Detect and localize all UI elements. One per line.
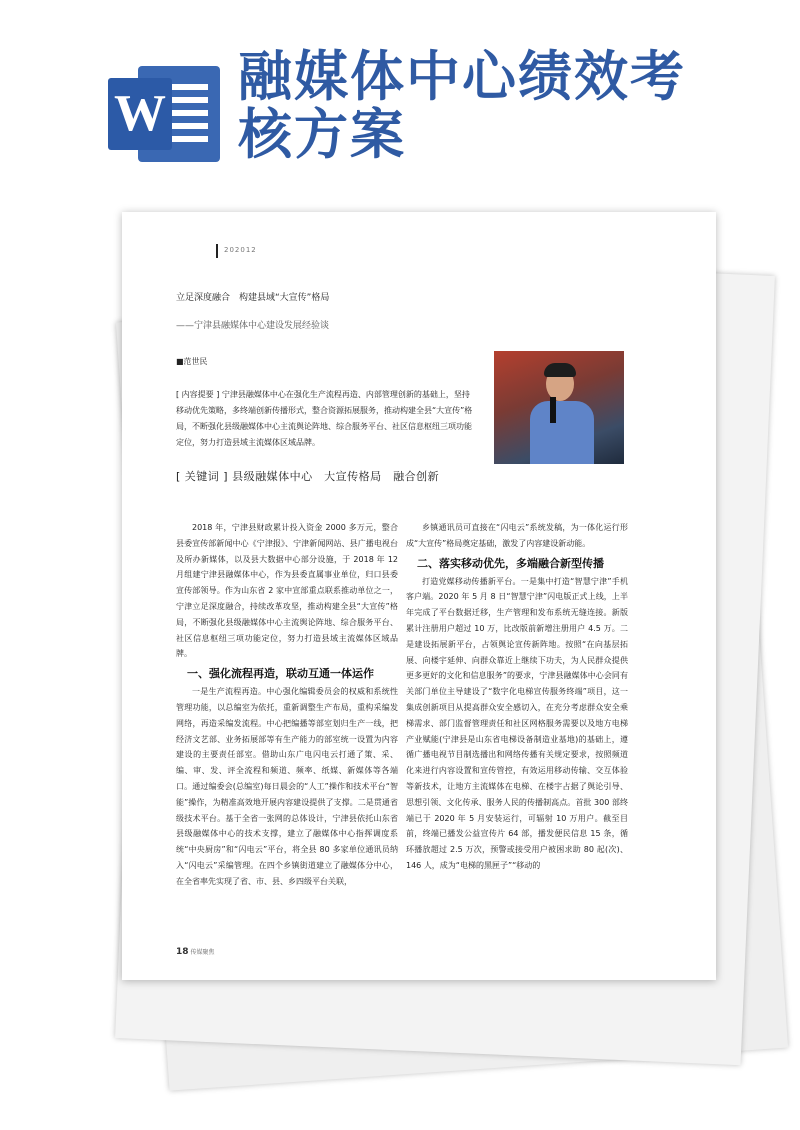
document-title: 融媒体中心绩效考核方案 [238,45,686,166]
word-icon-lines [170,84,208,149]
word-document-icon [108,58,220,166]
paragraph: 2018 年，宁津县财政累计投入资金 2000 多万元，整合县委宣传部新闻中心《宁津报》、宁津新闻网站、县广播电视台及所办新媒体，以及县大数据中心部分设施，于 2018 年 12 月组建宁津县融媒体中心，作为县委直属事业单位，归口县委宣传部领导。作为山东省 2 家中宣部重点联系推动单位之一，宁津立足深度融合，持续改革攻坚，推动构建全县“大宣传”格局，不断强化县级融媒体中心主流舆论阵地、综合服务平台、社区信息枢纽三项功能定位，努力打造县域主流媒体区域品牌。 [176,523,398,659]
issue-number: 202012 [224,246,257,254]
article-subheadline: ——宁津县融媒体中心建设发展经验谈 [176,321,330,331]
left-column [176,520,398,890]
paragraph: 乡镇通讯员可直接在“闪电云”系统发稿，为一体化运行形成“大宣传”格局奠定基础，激发了内容建设新动能。 [406,523,628,548]
section-name: 传媒聚焦 [190,949,215,956]
article-headline: 立足深度融合 构建县域“大宣传”格局 [176,293,330,303]
section-heading: 一、强化流程再造，联动互通一体运作 [187,667,374,681]
photo-suit [530,401,594,464]
speaker-photo [494,351,624,464]
right-column [406,520,628,874]
word-icon-letter: W [108,78,172,150]
page-number: 18 [176,947,189,957]
section-heading: 二、落实移动优先，多端融合新型传播 [417,556,604,570]
photo-hair [544,363,576,377]
paragraph: 一是生产流程再造。中心强化编辑委员会的权威和系统性管理功能，以总编室为依托，重新调整生产布局，重构采编发网络，再造采编发流程。中心把编播等部室划归生产一线，把经济文艺部、业务拓展部等有生产能力的部室统一设置为内容建设的主要责任部室。借助山东广电闪电云打通了策、采、编、审、发、评全流程和频道、频率、纸媒、新媒体等各端口。通过编委会(总编室)每日晨会的“人工”操作和技术平台“智能”操作，为精准高效地开展内容建设提供了支撑。二是贯通省级技术平台。基于全省一张网的总体设计，宁津县依托山东省县级融媒体中心的技术支撑，建立了融媒体中心指挥调度系统“中央厨房”和“闪电云”平台，将全县 80 多家单位通讯员纳入“闪电云”采编管理。在四个乡镇街道建立了融媒体分中心，在全省率先实现了省、市、县、乡四级平台关联， [176,687,398,886]
article-keywords: [ 关键词 ] 县级融媒体中心 大宣传格局 融合创新 [176,470,440,483]
page-folio [176,947,215,957]
article-author: ■范世民 [176,357,208,366]
issue-marker [216,244,218,258]
microphone-icon [550,397,556,423]
paragraph: 打造党媒移动传播新平台。一是集中打造“智慧宁津”手机客户端。2020 年 5 月 8 日“智慧宁津”闪电版正式上线，上半年完成了平台数据迁移，生产管理和发布系统无缝连接。新版累计注册用户超过 10 万，比改版前新增注册用户 4.5 万。二是建设拓展新平台，占领舆论宣传新阵地。按照“在向基层拓展、向楼宇延伸、向群众靠近上继续下功夫，为人民群众提供更多更好的文化和信息服务”的要求，宁津县融媒体中心会同有关部门单位主导建设了“数字化电梯宣传服务终端”项目，这一集成创新项目从提高群众安全感切入，在充分考虑群众安全乘梯需求、部门监督管理责任和社区网格服务需要以及地方电梯产业赋能(宁津县是山东省电梯设备制造业基地)的基础上，遵循广播电视节目制选播出和网络传播有关规定要求，按照频道化来进行内容设置和宣传管控，有效运用移动传输、交互体验等新技术，让地方主流媒体在电梯、在楼宇占据了舆论引导、思想引领、文化传承、服务人民的传播制高点。首批 300 部终端已于 2020 年 5 月安装运行，可辐射 10 万用户。截至目前，终端已播发公益宣传片 64 部，播发便民信息 15 条，循环播放超过 2.5 万次，预警或接受用户被困求助 80 起(次)、146 人，成为“电梯的黑匣子”“移动的 [406,576,628,870]
article-abstract: [ 内容提要 ] 宁津县融媒体中心在强化生产流程再造、内部管理创新的基础上，坚持移动优先策略，多终端创新传播形式，整合资源拓展服务，推动构建全县“大宣传”格局，不断强化县级融媒体中心主流舆论阵地、综合服务平台、社区信息枢纽三项功能定位，努力打造县域主流媒体区域品牌。 [176,390,473,447]
